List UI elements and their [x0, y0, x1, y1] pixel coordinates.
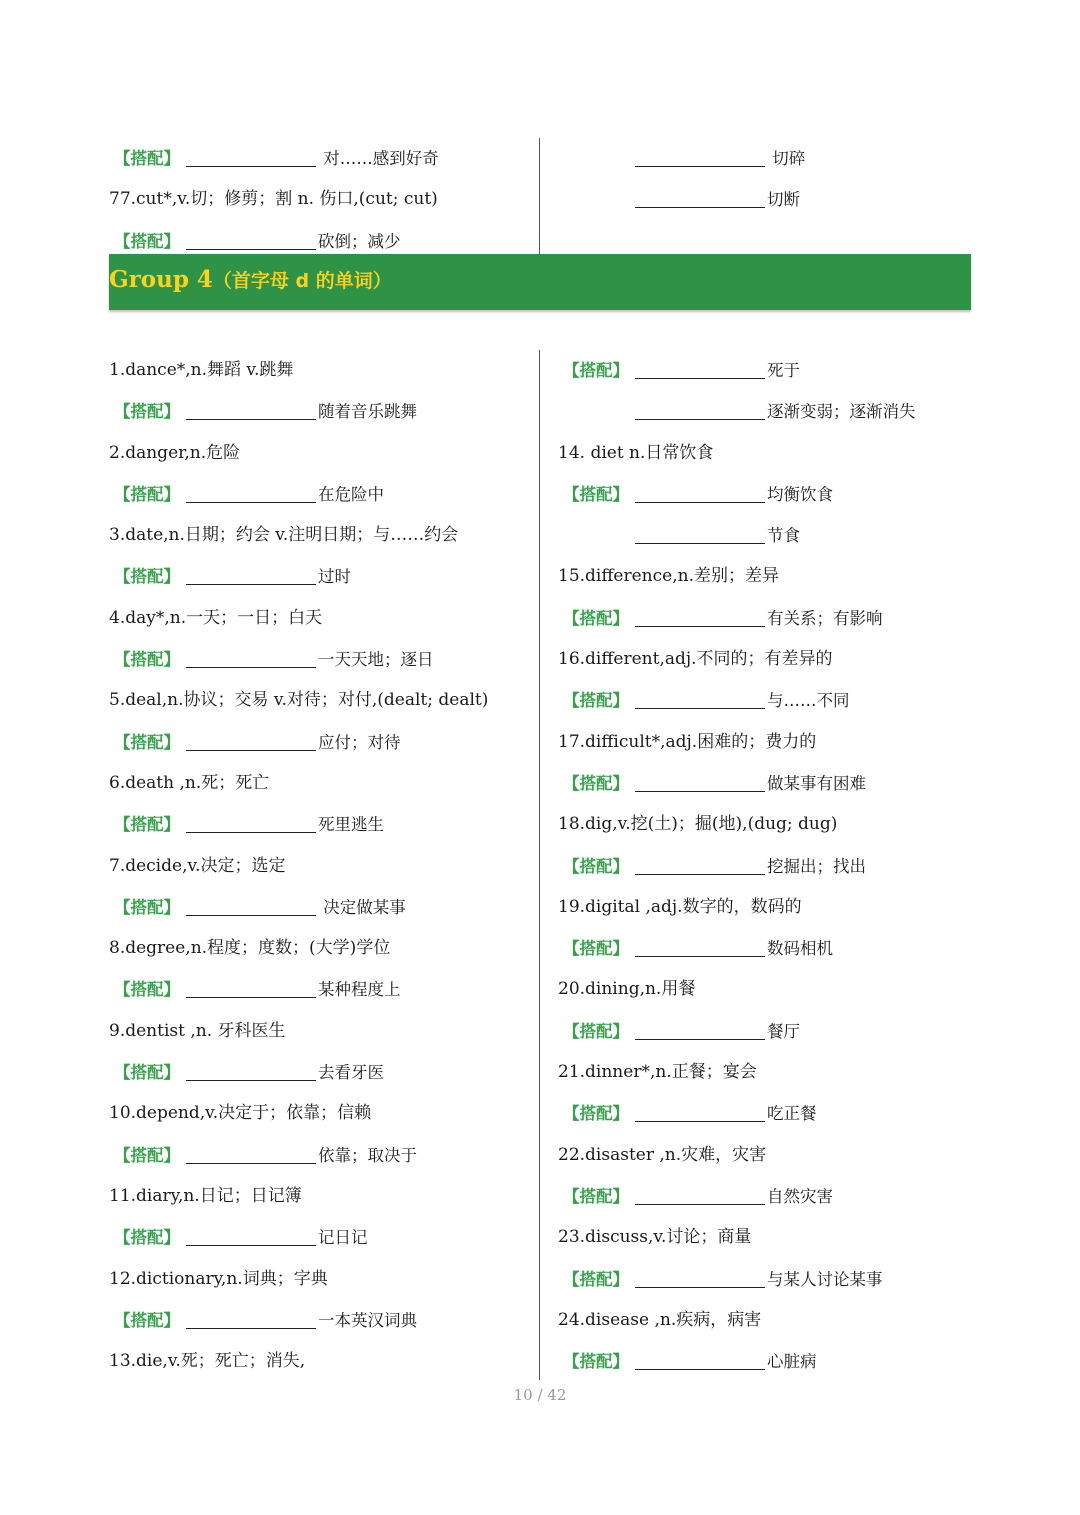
answer-blank: [635, 1186, 765, 1205]
collocation-meaning: 在危险中: [318, 484, 384, 504]
word-entry: 13.die,v.死；死亡；消失,: [109, 1351, 306, 1372]
collocation-line: [558, 598, 988, 639]
collocation-meaning: 依靠；取决于: [318, 1145, 417, 1165]
answer-blank: [186, 897, 316, 916]
answer-blank: [186, 1145, 316, 1164]
collocation-line: [558, 1011, 988, 1052]
collocation-tag: 【搭配】: [563, 1104, 629, 1124]
collocation-meaning: 吃正餐: [767, 1104, 817, 1124]
collocation-meaning: 砍倒；减少: [318, 231, 401, 251]
word-entry: 17.difficult*,adj.困难的；费力的: [558, 731, 817, 752]
answer-blank: [635, 1021, 765, 1040]
collocation-tag: 【搭配】: [114, 567, 180, 587]
collocation-meaning: 均衡饮食: [767, 484, 833, 504]
collocation-meaning: 心脏病: [767, 1352, 817, 1372]
page-number: 10 / 42: [513, 1386, 567, 1404]
collocation-tag: 【搭配】: [114, 1228, 180, 1248]
collocation-continuation: [558, 391, 988, 432]
collocation-meaning: 某种程度上: [318, 980, 401, 1000]
collocation-meaning: 数码相机: [767, 939, 833, 959]
collocation-line: [109, 474, 539, 515]
collocation-meaning: 切碎: [767, 149, 806, 168]
answer-blank: [635, 484, 765, 503]
answer-blank: [186, 732, 316, 751]
group-title-sub: （首字母 d 的单词）: [212, 270, 392, 292]
collocation-meaning: 决定做某事: [318, 897, 406, 917]
collocation-meaning: 逐渐变弱；逐渐消失: [767, 402, 916, 422]
answer-blank: [635, 856, 765, 875]
collocation-line: [558, 1341, 988, 1382]
collocation-tag: 【搭配】: [563, 1352, 629, 1372]
answer-blank: [635, 690, 765, 709]
answer-blank: [186, 401, 316, 420]
word-entry: 7.decide,v.决定；选定: [109, 855, 286, 876]
collocation-tag: 【搭配】: [563, 691, 629, 711]
collocation-tag: 【搭配】: [114, 897, 180, 917]
collocation-continuation: [558, 138, 988, 179]
collocation-line: [558, 763, 988, 804]
word-entry: 77.cut*,v.切；修剪；割 n. 伤口,(cut; cut): [109, 189, 438, 210]
word-entry: 19.digital ,adj.数字的，数码的: [558, 896, 802, 917]
collocation-meaning: 过时: [318, 567, 351, 587]
collocation-meaning: 挖掘出；找出: [767, 856, 866, 876]
collocation-meaning: 应付；对待: [318, 732, 401, 752]
answer-blank: [635, 938, 765, 957]
collocation-tag: 【搭配】: [114, 231, 180, 251]
collocation-meaning: 一本英汉词典: [318, 1310, 417, 1330]
collocation-meaning: 节食: [767, 526, 800, 546]
collocation-line: [109, 391, 539, 432]
word-entry: 11.diary,n.日记；日记簿: [109, 1185, 302, 1206]
word-entry: 14. diet n.日常饮食: [558, 442, 714, 463]
answer-blank: [635, 525, 765, 544]
collocation-line: [109, 887, 539, 928]
answer-blank: [635, 148, 765, 167]
collocation-tag: 【搭配】: [114, 402, 180, 422]
collocation-line: [558, 928, 988, 969]
collocation-meaning: 餐厅: [767, 1021, 800, 1041]
word-entry: 22.disaster ,n.灾难，灾害: [558, 1144, 767, 1165]
collocation-line: [558, 1093, 988, 1134]
vocab-section: [0, 350, 1080, 1380]
collocation-line: [109, 138, 539, 179]
top-column-divider: [539, 138, 540, 256]
collocation-line: [109, 1135, 539, 1176]
word-entry: 23.discuss,v.讨论；商量: [558, 1227, 752, 1248]
collocation-line: [109, 1300, 539, 1341]
collocation-line: [109, 722, 539, 763]
collocation-tag: 【搭配】: [114, 1063, 180, 1083]
word-entry: 5.deal,n.协议；交易 v.对待；对付,(dealt; dealt): [109, 690, 489, 711]
vocab-right-column: [558, 350, 988, 1382]
vocab-left-column: [109, 350, 539, 1382]
collocation-line: [558, 680, 988, 721]
collocation-meaning: 做某事有困难: [767, 773, 866, 793]
top-left-column: [109, 138, 539, 262]
collocation-tag: 【搭配】: [563, 608, 629, 628]
collocation-tag: 【搭配】: [114, 980, 180, 1000]
answer-blank: [186, 649, 316, 668]
word-entry: 10.depend,v.决定于；依靠；信赖: [109, 1103, 372, 1124]
column-divider: [539, 350, 540, 1380]
collocation-meaning: 自然灾害: [767, 1186, 833, 1206]
word-entry: 21.dinner*,n.正餐；宴会: [558, 1062, 757, 1083]
word-entry: 1.dance*,n.舞蹈 v.跳舞: [109, 360, 294, 380]
collocation-tag: 【搭配】: [563, 773, 629, 793]
word-entry: 24.disease ,n.疾病，病害: [558, 1309, 762, 1330]
group-banner: [109, 254, 971, 310]
answer-blank: [635, 360, 765, 379]
top-right-column: [558, 138, 988, 221]
collocation-tag: 【搭配】: [563, 361, 629, 380]
collocation-meaning: 对……感到好奇: [318, 149, 439, 168]
collocation-line: [109, 1052, 539, 1093]
answer-blank: [186, 148, 316, 167]
answer-blank: [186, 231, 316, 250]
answer-blank: [635, 773, 765, 792]
collocation-line: [109, 804, 539, 845]
answer-blank: [635, 1103, 765, 1122]
answer-blank: [186, 1310, 316, 1329]
top-section: [0, 138, 1080, 256]
collocation-tag: 【搭配】: [114, 732, 180, 752]
collocation-line: [109, 1217, 539, 1258]
answer-blank: [186, 484, 316, 503]
word-entry: 9.dentist ,n. 牙科医生: [109, 1020, 286, 1041]
answer-blank: [635, 1351, 765, 1370]
word-entry: 8.degree,n.程度；度数；(大学)学位: [109, 938, 391, 959]
collocation-meaning: 切断: [767, 190, 800, 210]
collocation-tag: 【搭配】: [563, 1021, 629, 1041]
word-entry: 16.different,adj.不同的；有差异的: [558, 649, 833, 670]
answer-blank: [186, 1227, 316, 1246]
answer-blank: [635, 1269, 765, 1288]
answer-blank: [635, 189, 765, 208]
collocation-line: [558, 474, 988, 515]
collocation-tag: 【搭配】: [114, 1145, 180, 1165]
collocation-meaning: 与……不同: [767, 691, 850, 711]
answer-blank: [186, 566, 316, 585]
collocation-line: [558, 1259, 988, 1300]
collocation-tag: 【搭配】: [563, 1186, 629, 1206]
collocation-line: [558, 350, 988, 391]
word-entry: 2.danger,n.危险: [109, 442, 241, 463]
answer-blank: [635, 401, 765, 420]
collocation-meaning: 有关系；有影响: [767, 608, 883, 628]
answer-blank: [635, 608, 765, 627]
collocation-tag: 【搭配】: [114, 815, 180, 835]
word-entry: 6.death ,n.死；死亡: [109, 772, 270, 793]
answer-blank: [186, 979, 316, 998]
word-entry: 12.dictionary,n.词典；字典: [109, 1268, 328, 1289]
word-entry: 3.date,n.日期；约会 v.注明日期；与……约会: [109, 525, 459, 546]
collocation-tag: 【搭配】: [563, 856, 629, 876]
word-entry: 4.day*,n.一天；一日；白天: [109, 607, 323, 628]
collocation-continuation: [558, 179, 988, 220]
collocation-tag: 【搭配】: [563, 484, 629, 504]
collocation-tag: 【搭配】: [114, 149, 180, 168]
word-entry: 15.difference,n.差别；差异: [558, 566, 779, 587]
collocation-meaning: 死里逃生: [318, 815, 384, 835]
collocation-meaning: 与某人讨论某事: [767, 1269, 883, 1289]
collocation-tag: 【搭配】: [563, 1269, 629, 1289]
collocation-tag: 【搭配】: [114, 650, 180, 670]
answer-blank: [186, 1062, 316, 1081]
word-entry: 20.dining,n.用餐: [558, 979, 696, 1000]
collocation-tag: 【搭配】: [114, 1310, 180, 1330]
collocation-line: [109, 969, 539, 1010]
collocation-line: [109, 556, 539, 597]
collocation-meaning: 一天天地；逐日: [318, 650, 434, 670]
collocation-line: [558, 846, 988, 887]
collocation-tag: 【搭配】: [114, 484, 180, 504]
answer-blank: [186, 814, 316, 833]
collocation-line: [109, 639, 539, 680]
word-entry: 18.dig,v.挖(土)；掘(地),(dug; dug): [558, 814, 838, 835]
collocation-meaning: 随着音乐跳舞: [318, 402, 417, 422]
group-title-main: Group 4: [109, 266, 213, 293]
group-title: [109, 266, 392, 293]
collocation-meaning: 去看牙医: [318, 1063, 384, 1083]
collocation-meaning: 死于: [767, 361, 800, 380]
collocation-tag: 【搭配】: [563, 939, 629, 959]
collocation-line: [558, 1176, 988, 1217]
collocation-continuation: [558, 515, 988, 556]
collocation-meaning: 记日记: [318, 1228, 368, 1248]
